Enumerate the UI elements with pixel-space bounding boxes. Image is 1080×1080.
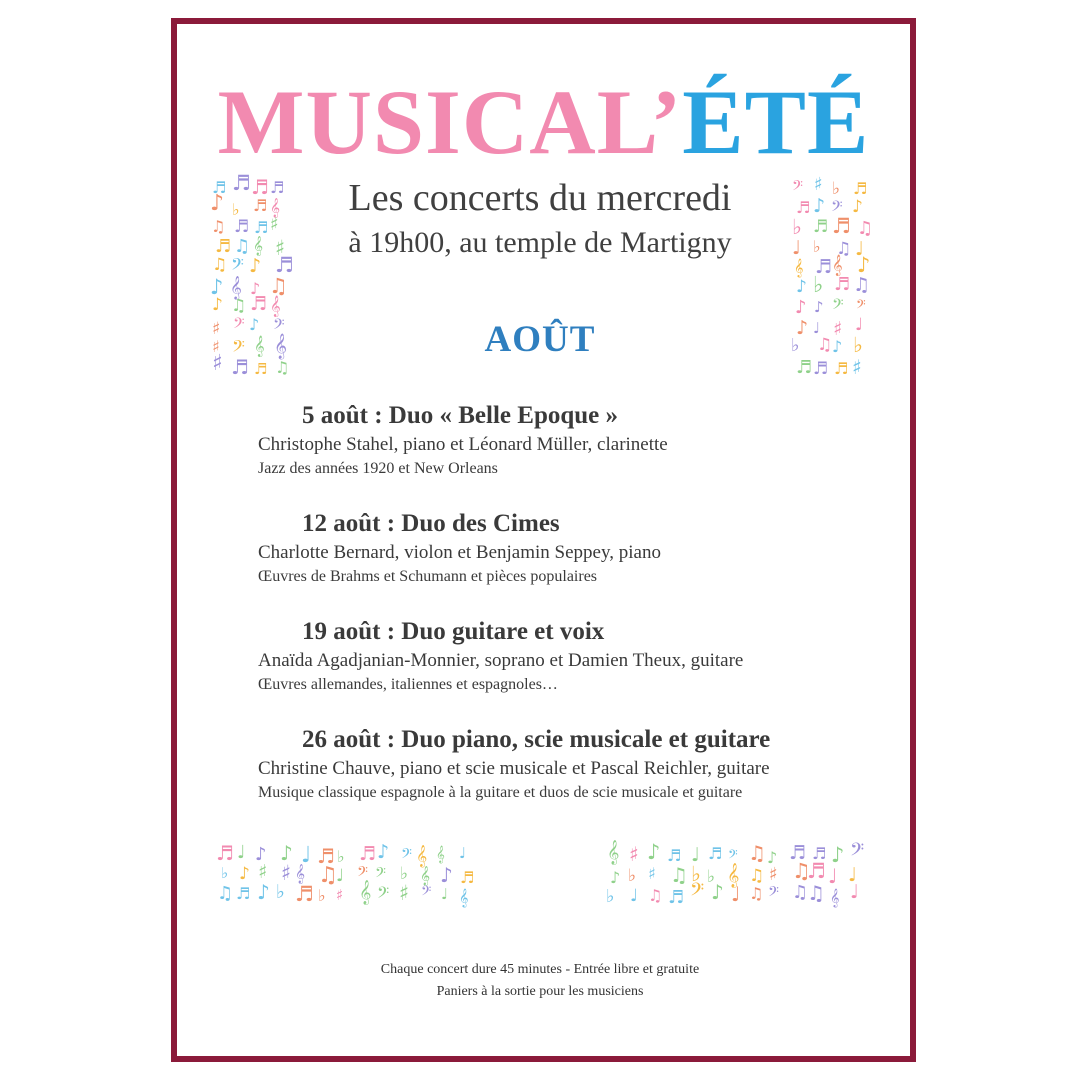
music-note-glyph: ♫ xyxy=(749,866,765,886)
music-note-glyph: ♬ xyxy=(234,217,250,237)
music-note-glyph: ♬ xyxy=(667,846,682,865)
music-note-glyph: 𝄞 xyxy=(270,198,281,218)
concert-program: Œuvres de Brahms et Schumann et pièces populaires xyxy=(258,568,598,585)
music-note-glyph: ♭ xyxy=(221,864,229,882)
music-note-glyph: ♭ xyxy=(400,864,409,884)
music-note-glyph: ♭ xyxy=(606,886,615,907)
music-note-glyph: 𝄢 xyxy=(357,864,368,884)
music-note-glyph: ♩ xyxy=(237,842,246,863)
music-note-glyph: 𝄞 xyxy=(420,866,431,886)
music-note-glyph: ♬ xyxy=(807,859,826,883)
music-note-glyph: ♬ xyxy=(295,882,314,906)
music-note-glyph: ♩ xyxy=(792,237,801,259)
music-note-glyph: 𝄞 xyxy=(832,255,843,276)
music-note-glyph: ♩ xyxy=(336,866,345,886)
music-note-glyph: ♫ xyxy=(817,335,833,355)
music-note-glyph: 𝄢 xyxy=(768,884,779,904)
music-note-glyph: 𝄞 xyxy=(254,336,265,357)
music-note-glyph: ♭ xyxy=(276,881,285,903)
concert-heading: 26 août : Duo piano, scie musicale et guitare xyxy=(302,726,771,753)
music-note-glyph: ♫ xyxy=(857,218,874,239)
music-note-glyph: 𝄢 xyxy=(421,883,432,902)
music-note-glyph: ♪ xyxy=(831,843,845,867)
music-note-glyph: ♯ xyxy=(258,861,268,883)
music-note-glyph: ♪ xyxy=(813,195,826,217)
music-note-glyph: ♯ xyxy=(212,351,223,376)
music-note-glyph: ♯ xyxy=(275,236,286,260)
music-note-glyph: ♬ xyxy=(215,236,232,257)
music-note-glyph: ♫ xyxy=(269,274,288,298)
footer-line-2: Paniers à la sortie pour les musiciens xyxy=(436,984,644,999)
concert-heading: 19 août : Duo guitare et voix xyxy=(302,618,605,645)
music-note-glyph: ♬ xyxy=(359,843,377,865)
music-note-glyph: ♪ xyxy=(832,337,843,356)
music-note-glyph: ♫ xyxy=(792,882,809,903)
music-note-glyph: ♬ xyxy=(232,171,251,195)
music-note-glyph: ♭ xyxy=(853,333,863,357)
music-note-glyph: ♯ xyxy=(833,318,843,340)
music-note-glyph: 𝄞 xyxy=(727,863,740,887)
music-note-glyph: ♪ xyxy=(767,848,778,867)
music-note-glyph: ♯ xyxy=(336,886,344,904)
music-note-glyph: ♩ xyxy=(828,864,838,888)
concert-item xyxy=(258,508,878,616)
music-note-glyph: 𝄞 xyxy=(270,296,281,317)
music-note-glyph: ♯ xyxy=(852,355,862,379)
music-note-glyph: 𝄞 xyxy=(295,864,306,884)
concert-program: Musique classique espagnole à la guitare et duos de scie musicale et guitare xyxy=(258,784,743,801)
music-note-glyph: ♭ xyxy=(832,179,841,199)
concert-performers: Charlotte Bernard, violon et Benjamin Seppey, piano xyxy=(258,542,661,563)
music-note-glyph: 𝄢 xyxy=(231,254,244,278)
music-note-glyph: ♪ xyxy=(212,295,223,315)
music-notes-right-top xyxy=(789,172,874,379)
music-note-glyph: ♫ xyxy=(212,255,228,275)
music-notes-right-bottom xyxy=(604,840,870,912)
music-note-glyph: ♪ xyxy=(610,868,621,887)
music-note-glyph: ♫ xyxy=(792,859,811,883)
music-note-glyph: ♩ xyxy=(630,886,639,906)
music-note-glyph: 𝄞 xyxy=(274,334,288,359)
concert-heading: 12 août : Duo des Cimes xyxy=(302,510,560,537)
music-note-glyph: ♭ xyxy=(792,215,802,239)
music-note-glyph: 𝄞 xyxy=(459,888,469,907)
music-note-glyph: 𝄢 xyxy=(831,198,843,219)
music-note-glyph: ♪ xyxy=(852,197,863,217)
music-note-glyph: ♯ xyxy=(212,337,220,356)
music-note-glyph: ♬ xyxy=(708,844,723,863)
music-note-glyph: ♬ xyxy=(815,256,833,278)
music-note-glyph: 𝄞 xyxy=(794,258,804,277)
music-note-glyph: ♬ xyxy=(789,842,807,864)
music-note-glyph: ♯ xyxy=(212,319,221,339)
music-note-glyph: ♬ xyxy=(813,359,829,379)
music-note-glyph: ♫ xyxy=(234,236,251,257)
music-note-glyph: ♪ xyxy=(249,255,262,277)
music-note-glyph: ♯ xyxy=(769,864,778,885)
music-note-glyph: ♫ xyxy=(749,884,764,903)
music-note-glyph: ♪ xyxy=(210,191,225,216)
concert-performers: Anaïda Agadjanian-Monnier, soprano et Damien Theux, guitare xyxy=(258,650,744,671)
title-part-musical: MUSICAL’ xyxy=(217,71,683,173)
music-note-glyph: ♪ xyxy=(795,297,807,318)
subtitle-line-1: Les concerts du mercredi xyxy=(348,177,732,219)
music-note-glyph: ♭ xyxy=(691,862,701,886)
music-note-glyph: ♭ xyxy=(813,237,821,256)
concert-heading: 5 août : Duo « Belle Epoque » xyxy=(302,402,619,429)
music-note-glyph: ♪ xyxy=(440,863,453,887)
music-note-glyph: 𝄢 xyxy=(856,297,866,315)
music-notes-left-top xyxy=(207,171,294,379)
music-note-glyph: 𝄢 xyxy=(273,316,285,337)
music-note-glyph: ♩ xyxy=(855,238,864,260)
concert-performers: Christine Chauve, piano et scie musicale et Pascal Reichler, guitare xyxy=(258,758,770,779)
music-note-glyph: 𝄞 xyxy=(253,236,264,256)
music-note-glyph: ♭ xyxy=(628,866,637,886)
music-note-glyph: ♩ xyxy=(691,844,700,866)
music-note-glyph: ♬ xyxy=(832,214,851,238)
music-notes-icon xyxy=(213,840,479,912)
title-part-ete: ÉTÉ xyxy=(682,71,870,173)
music-note-glyph: ♬ xyxy=(250,293,268,315)
music-note-glyph: ♭ xyxy=(337,847,345,866)
music-note-glyph: ♬ xyxy=(813,217,829,237)
music-note-glyph: ♪ xyxy=(711,880,724,904)
music-note-glyph: ♪ xyxy=(250,279,261,298)
music-note-glyph: ♬ xyxy=(834,359,849,378)
music-note-glyph: ♬ xyxy=(253,196,268,215)
music-note-glyph: ♫ xyxy=(853,274,871,296)
music-note-glyph: ♪ xyxy=(814,298,824,316)
music-note-glyph: ♭ xyxy=(318,886,326,905)
music-note-glyph: ♩ xyxy=(459,844,467,862)
music-note-glyph: 𝄞 xyxy=(436,845,445,863)
music-note-glyph: ♩ xyxy=(850,881,859,903)
music-note-glyph: 𝄢 xyxy=(375,865,386,885)
music-notes-left-bottom xyxy=(213,840,479,912)
music-note-glyph: ♬ xyxy=(460,868,475,887)
music-note-glyph: ♬ xyxy=(254,218,269,237)
music-note-glyph: ♬ xyxy=(834,274,851,295)
music-note-glyph: ♭ xyxy=(813,273,824,298)
music-note-glyph: ♬ xyxy=(853,179,868,198)
music-note-glyph: ♪ xyxy=(796,277,807,297)
music-note-glyph: ♫ xyxy=(318,863,338,888)
music-note-glyph: ♬ xyxy=(796,357,813,378)
music-note-glyph: ♫ xyxy=(748,841,766,865)
music-note-glyph: ♫ xyxy=(648,886,663,905)
music-note-glyph: ♯ xyxy=(648,864,656,883)
music-note-glyph: ♩ xyxy=(731,882,741,906)
music-note-glyph: 𝄢 xyxy=(850,840,865,865)
music-note-glyph: ♩ xyxy=(813,319,821,337)
music-note-glyph: 𝄢 xyxy=(832,296,844,317)
music-note-glyph: ♫ xyxy=(836,239,852,259)
music-note-glyph: ♫ xyxy=(275,358,290,377)
music-note-glyph: ♫ xyxy=(231,296,247,316)
music-note-glyph: 𝄞 xyxy=(359,880,372,904)
music-note-glyph: ♬ xyxy=(812,844,827,863)
music-note-glyph: ♯ xyxy=(629,842,639,866)
music-note-glyph: ♬ xyxy=(231,355,249,379)
music-note-glyph: ♬ xyxy=(251,175,269,199)
music-note-glyph: ♫ xyxy=(217,883,234,904)
music-note-glyph: ♪ xyxy=(796,317,809,339)
music-note-glyph: ♩ xyxy=(441,885,449,903)
music-note-glyph: ♯ xyxy=(270,214,279,235)
music-notes-icon xyxy=(789,172,874,379)
music-note-glyph: ♬ xyxy=(254,360,268,378)
music-note-glyph: ♪ xyxy=(647,840,661,864)
concert-performers: Christophe Stahel, piano et Léonard Müller, clarinette xyxy=(258,434,668,455)
concert-program: Œuvres allemandes, italiennes et espagnoles… xyxy=(258,676,558,693)
music-note-glyph: ♬ xyxy=(668,887,685,908)
footer-line-1: Chaque concert dure 45 minutes - Entrée libre et gratuite xyxy=(380,962,700,977)
concert-program: Jazz des années 1920 et New Orleans xyxy=(258,460,498,477)
music-note-glyph: ♩ xyxy=(848,864,857,886)
music-note-glyph: ♬ xyxy=(275,253,294,277)
music-note-glyph: ♬ xyxy=(317,844,335,868)
music-note-glyph: ♪ xyxy=(239,864,250,884)
music-note-glyph: ♪ xyxy=(249,315,260,334)
music-note-glyph: 𝄞 xyxy=(607,840,620,864)
music-note-glyph: ♫ xyxy=(670,863,688,887)
music-note-glyph: 𝄢 xyxy=(792,178,803,198)
music-note-glyph: 𝄞 xyxy=(230,275,242,299)
music-note-glyph: 𝄢 xyxy=(728,847,738,865)
music-note-glyph: 𝄢 xyxy=(401,846,412,866)
music-note-glyph: ♬ xyxy=(212,178,227,197)
music-note-glyph: 𝄞 xyxy=(830,888,840,907)
music-note-glyph: 𝄢 xyxy=(233,315,245,336)
music-note-glyph: ♬ xyxy=(270,178,285,197)
concert-item xyxy=(258,724,878,832)
music-note-glyph: ♫ xyxy=(211,217,226,236)
music-note-glyph: 𝄢 xyxy=(690,880,705,905)
music-note-glyph: ♪ xyxy=(210,275,224,299)
music-note-glyph: ♩ xyxy=(301,843,312,868)
poster-title xyxy=(177,71,910,173)
music-note-glyph: ♯ xyxy=(281,861,292,885)
concert-item xyxy=(258,616,878,724)
music-note-glyph: ♬ xyxy=(236,884,251,903)
music-note-glyph: ♭ xyxy=(791,335,800,356)
music-note-glyph: 𝄢 xyxy=(377,884,390,906)
music-note-glyph: 𝄢 xyxy=(232,336,245,360)
music-note-glyph: ♬ xyxy=(796,198,811,217)
music-notes-icon xyxy=(207,171,294,379)
concert-item xyxy=(258,400,878,508)
music-note-glyph: ♯ xyxy=(814,174,823,195)
music-note-glyph: ♪ xyxy=(857,253,871,277)
music-note-glyph: ♪ xyxy=(255,844,267,865)
month-heading: AOÛT xyxy=(484,319,596,360)
music-note-glyph: ♬ xyxy=(216,841,234,865)
music-note-glyph: ♪ xyxy=(257,880,270,904)
concert-list xyxy=(258,400,878,832)
music-notes-icon xyxy=(604,840,870,912)
music-note-glyph: 𝄞 xyxy=(416,845,428,867)
music-note-glyph: ♩ xyxy=(855,315,864,335)
subtitle-line-2: à 19h00, au temple de Martigny xyxy=(348,226,732,259)
music-note-glyph: ♫ xyxy=(807,881,825,905)
music-note-glyph: ♭ xyxy=(707,867,716,887)
music-note-glyph: ♭ xyxy=(232,200,240,219)
music-note-glyph: ♯ xyxy=(399,881,410,905)
music-note-glyph: ♪ xyxy=(377,841,390,863)
music-note-glyph: ♪ xyxy=(280,841,293,865)
